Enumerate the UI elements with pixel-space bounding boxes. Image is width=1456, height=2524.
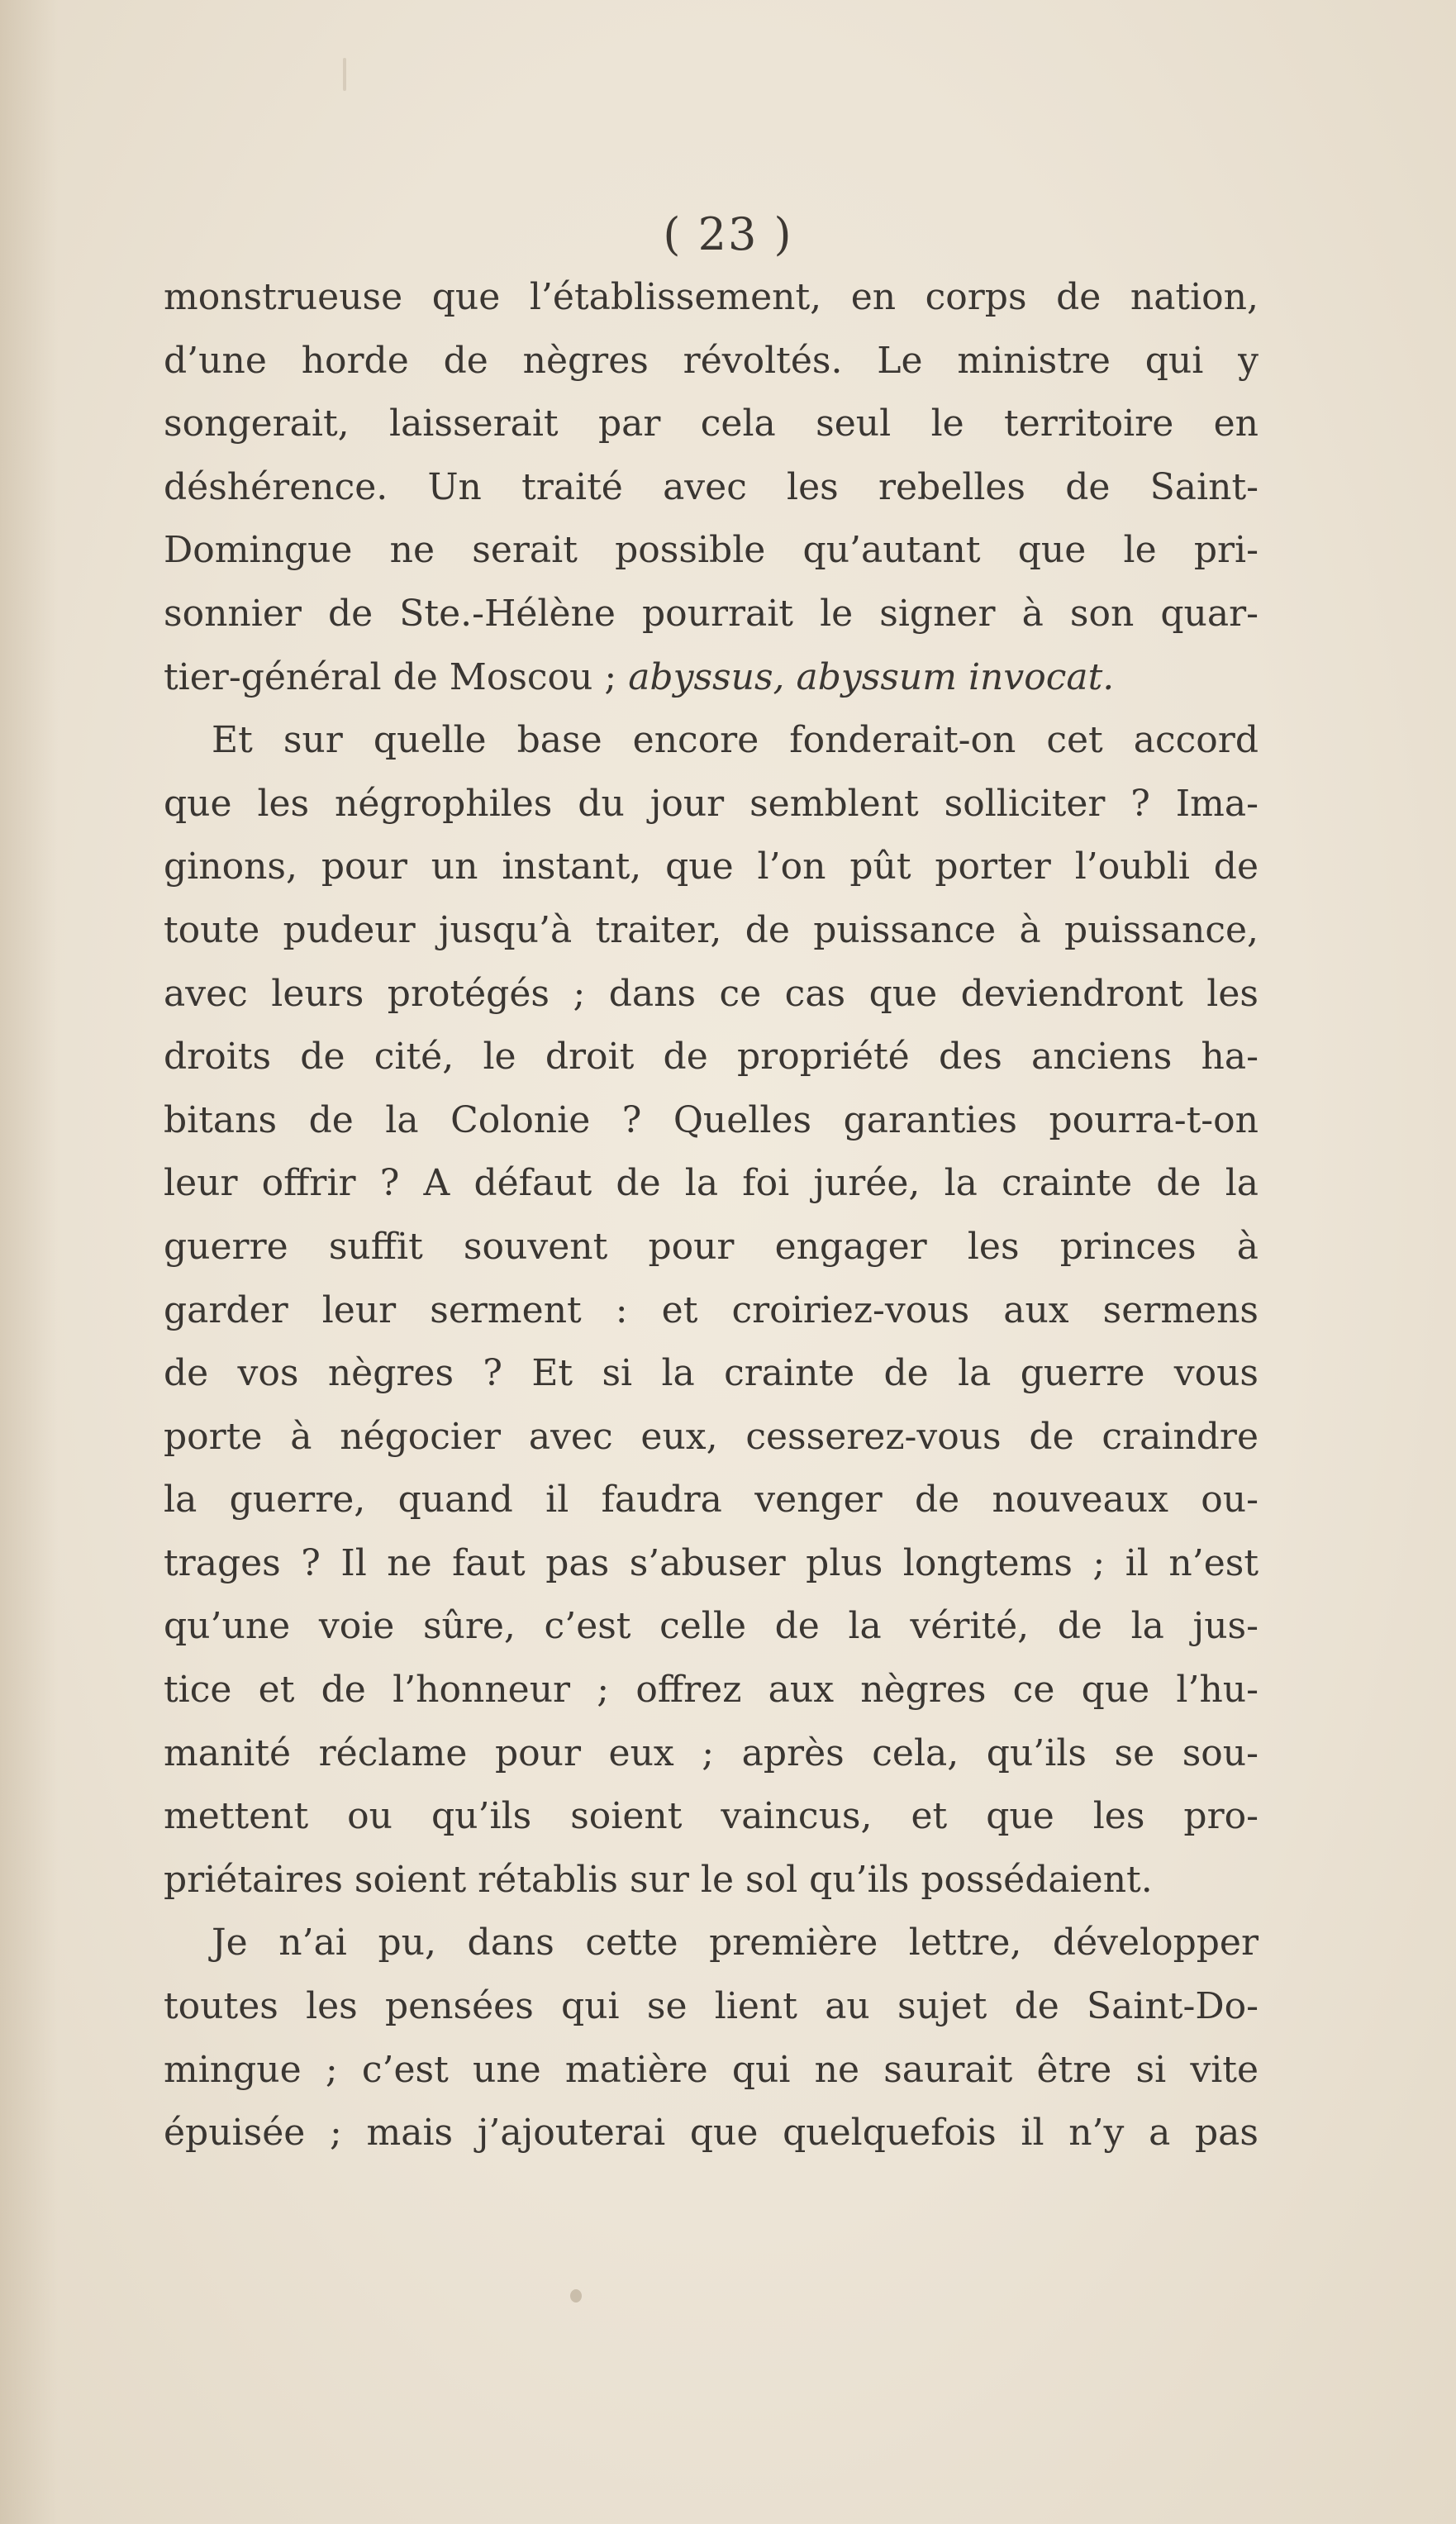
text-line: d’une horde de nègres révoltés. Le ministre qui y <box>164 339 1259 382</box>
paper-stain <box>343 58 346 91</box>
text-line: bitans de la Colonie ? Quelles garanties pourra-t-on <box>164 1098 1259 1141</box>
text-line: qu’une voie sûre, c’est celle de la vérité, de la jus- <box>164 1605 1259 1648</box>
text-line-paragraph-start: Et sur quelle base encore fonderait-on cet accord <box>212 719 1259 762</box>
paper-stain <box>570 2289 582 2303</box>
text-line: priétaires soient rétablis sur le sol qu’ils possédaient. <box>164 1858 1153 1901</box>
body-text <box>164 266 1259 2165</box>
latin-quotation: abyssus, abyssum invocat. <box>628 655 1115 698</box>
page-number: ( 23 ) <box>663 208 793 260</box>
text-line: droits de cité, le droit de propriété des anciens ha- <box>164 1036 1259 1079</box>
text-line: leur offrir ? A défaut de la foi jurée, la crainte de la <box>164 1162 1259 1205</box>
text-line: toute pudeur jusqu’à traiter, de puissance à puissance, <box>164 908 1259 951</box>
text-line: toutes les pensées qui se lient au sujet de Saint-Do- <box>164 1985 1259 2028</box>
text-line: songerait, laisserait par cela seul le territoire en <box>164 402 1259 445</box>
text-line: que les négrophiles du jour semblent solliciter ? Ima- <box>164 782 1259 825</box>
text-line: déshérence. Un traité avec les rebelles de Saint- <box>164 465 1259 508</box>
text-line: trages ? Il ne faut pas s’abuser plus longtems ; il n’est <box>164 1541 1259 1584</box>
text-line: monstrueuse que l’établissement, en corps de nation, <box>164 276 1259 318</box>
text-line: sonnier de Ste.-Hélène pourrait le signer à son quar- <box>164 592 1259 635</box>
text-line: avec leurs protégés ; dans ce cas que deviendront les <box>164 972 1259 1015</box>
text-line: la guerre, quand il faudra venger de nouveaux ou- <box>164 1479 1259 1522</box>
text-line: Domingue ne serait possible qu’autant que le pri- <box>164 529 1259 572</box>
text-line: épuisée ; mais j’ajouterai que quelquefois il n’y a pas <box>164 2112 1259 2155</box>
text-line-paragraph-start: Je n’ai pu, dans cette première lettre, développer <box>212 1922 1259 1964</box>
text-line-roman: tier-général de Moscou ; <box>164 655 617 698</box>
text-line: garder leur serment : et croiriez-vous aux sermens <box>164 1288 1259 1331</box>
text-line: tice et de l’honneur ; offrez aux nègres ce que l’hu- <box>164 1669 1259 1712</box>
text-line: porte à négocier avec eux, cesserez-vous de craindre <box>164 1415 1259 1458</box>
text-line: mettent ou qu’ils soient vaincus, et que les pro- <box>164 1795 1259 1838</box>
text-line <box>164 646 1259 710</box>
text-line: guerre suffit souvent pour engager les princes à <box>164 1225 1259 1268</box>
text-line: mingue ; c’est une matière qui ne saurait être si vite <box>164 2048 1259 2091</box>
text-line: ginons, pour un instant, que l’on pût porter l’oubli de <box>164 845 1259 888</box>
text-line: de vos nègres ? Et si la crainte de la guerre vous <box>164 1352 1259 1395</box>
page-edge-shadow <box>0 0 58 2524</box>
text-line: manité réclame pour eux ; après cela, qu’ils se sou- <box>164 1731 1259 1774</box>
